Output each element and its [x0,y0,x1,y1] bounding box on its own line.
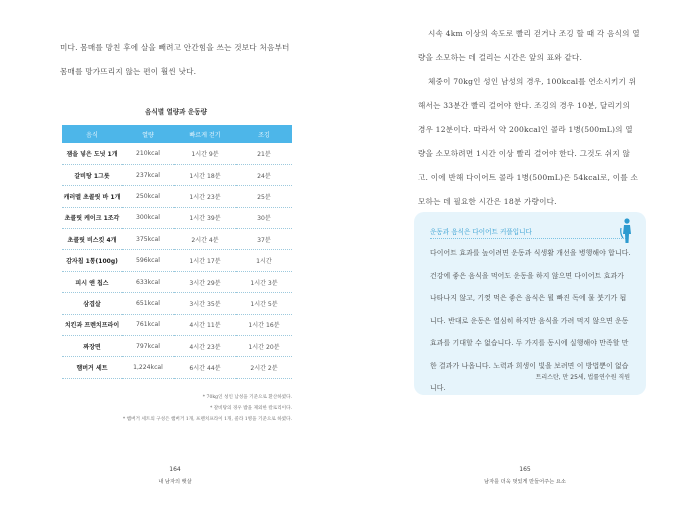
table-row [62,314,292,335]
jogging-cell: 21분 [236,143,292,164]
jogging-cell: 2시간 2분 [236,357,292,378]
food-cell: 짜장면 [62,336,122,357]
food-cell: 초콜릿 케이크 1조각 [62,207,122,228]
fast-walk-cell: 1시간 23분 [174,186,236,207]
table-row [62,250,292,271]
table-row [62,336,292,357]
tip-title: 운동과 음식은 다이어트 커플입니다 [430,228,532,236]
fast-walk-cell: 4시간 11분 [174,314,236,335]
table-row [62,357,292,378]
fast-walk-cell: 3시간 35분 [174,293,236,314]
fast-walk-cell: 1시간 9분 [174,143,236,164]
table-row [62,143,292,164]
right-page-footer [350,466,700,485]
jogging-cell: 25분 [236,186,292,207]
right-page [350,0,700,518]
calories-cell: 375kcal [122,229,174,250]
table-row [62,186,292,207]
column-header-calories: 열량 [122,125,174,143]
running-title: 남자를 더욱 멋있게 만들어주는 요소 [484,479,566,485]
body-paragraph: 체중이 70kg인 성인 남성의 경우, 100kcal를 연소시키기 위해서는 33분간 빨리 걸어야 한다. 조깅의 경우 10분, 달리기의 경우 12분이다. 따라서 약 200kcal인 콜라 1병(500mL)의 열량을 소모하려면 1시간 이상 빨리 걸어야 한다. 그것도 쉬지 않고. 이에 반해 다이어트 콜라 1병(500mL)은 54kcal로, 이를 소모하는 데 필요한 시간은 18분 가량이다. [418,77,639,206]
food-cell: 피시 앤 칩스 [62,271,122,292]
fast-walk-cell: 1시간 39분 [174,207,236,228]
calories-cell: 633kcal [122,271,174,292]
calories-cell: 210kcal [122,143,174,164]
jogging-cell: 1시간 5분 [236,293,292,314]
calories-cell: 237kcal [122,164,174,185]
fast-walk-cell: 2시간 4분 [174,229,236,250]
table-title: 음식별 열량과 운동량 [145,108,207,116]
table-header-row [62,125,292,143]
tip-credit: 트리스탄, 만 25세, 법률연수원 직원 [535,374,630,381]
calories-cell: 761kcal [122,314,174,335]
running-title: 내 남자의 뱃살 [158,479,192,485]
tip-box [414,212,646,395]
table-row [62,207,292,228]
fast-walk-cell: 1시간 18분 [174,164,236,185]
calories-cell: 651kcal [122,293,174,314]
intro-paragraph: 미다. 몸매를 망친 후에 살을 빼려고 안간힘을 쓰는 것보다 처음부터 몸매를 망가뜨리지 않는 편이 훨씬 낫다. [60,43,290,76]
fast-walk-cell: 4시간 23분 [174,336,236,357]
food-cell: 초콜릿 비스킷 4개 [62,229,122,250]
footnote: * 갈비탕의 경우 밥을 제외한 칼로리이다. [209,406,292,411]
column-header-food: 음식 [62,125,122,143]
food-cell: 잼을 넣은 도넛 1개 [62,143,122,164]
tip-divider [430,238,628,239]
jogging-cell: 37분 [236,229,292,250]
footnote: * 70kg인 성인 남성을 기준으로 환산하였다. [202,395,292,400]
table-row [62,229,292,250]
jogging-cell: 1시간 20분 [236,336,292,357]
table-row [62,293,292,314]
calories-cell: 250kcal [122,186,174,207]
body-paragraph: 시속 4km 이상의 속도로 빨리 걷거나 조깅 할 때 각 음식의 열량을 소모하는 데 걸리는 시간은 앞의 표와 같다. [418,29,640,62]
food-cell: 감자칩 1통(100g) [62,250,122,271]
calories-cell: 300kcal [122,207,174,228]
jogging-cell: 1시간 3분 [236,271,292,292]
page-number: 165 [519,466,531,473]
food-cell: 치킨과 프렌치프라이 [62,314,122,335]
table-row [62,271,292,292]
column-header-fast-walk: 빠르게 걷기 [174,125,236,143]
food-cell: 삼겹살 [62,293,122,314]
page-number: 164 [169,466,181,473]
left-page-footer [0,466,350,485]
right-body [418,22,640,214]
fast-walk-cell: 1시간 17분 [174,250,236,271]
calories-cell: 1,224kcal [122,357,174,378]
calories-cell: 797kcal [122,336,174,357]
calorie-table [62,125,292,379]
fast-walk-cell: 3시간 29분 [174,271,236,292]
column-header-jogging: 조깅 [236,125,292,143]
jogging-cell: 1시간 [236,250,292,271]
table-row [62,164,292,185]
jogging-cell: 24분 [236,164,292,185]
calories-cell: 596kcal [122,250,174,271]
footnote: * 햄버거 세트의 구성은 햄버거 1개, 프렌치프라이 1개, 콜라 1병을 기준으로 하였다. [122,417,292,422]
jogging-cell: 1시간 16분 [236,314,292,335]
food-cell: 캐러멜 초콜릿 바 1개 [62,186,122,207]
table-footnotes [60,392,292,425]
jogging-cell: 30분 [236,207,292,228]
tip-body: 다이어트 효과를 높이려면 운동과 식생활 개선을 병행해야 합니다. 건강에 좋은 음식을 먹어도 운동을 하지 않으면 다이어트 효과가 나타나지 않고, 기껏 먹은 좋은 음식은 뭘 빠진 독에 물 붓기가 됩니다. 반대로 운동은 열심히 하지만 음식을 가려 먹지 않으면 운동 효과를 기대할 수 없습니다. 두 가지를 동시에 실행해야 만족할 만한 결과가 나옵니다. 노력과 희생이 빛을 보려면 이 방법뿐이 없습니다. [430,249,631,392]
food-cell: 갈비탕 1그릇 [62,164,122,185]
fast-walk-cell: 6시간 44분 [174,357,236,378]
food-cell: 햄버거 세트 [62,357,122,378]
person-scale-icon [620,218,634,244]
